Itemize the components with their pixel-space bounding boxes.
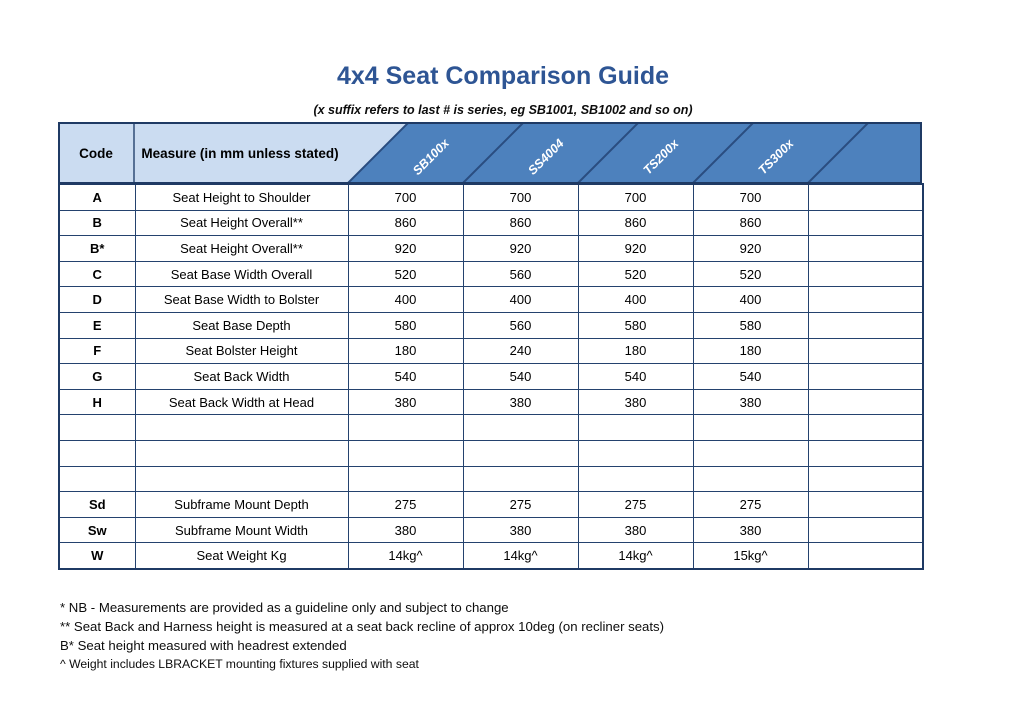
value-cell: [808, 184, 923, 210]
table-row: [59, 261, 923, 287]
value-cell: 380: [463, 389, 578, 415]
value-cell: 275: [348, 492, 463, 518]
value-cell: 860: [693, 210, 808, 236]
value-cell: [463, 466, 578, 492]
value-cell: 920: [693, 236, 808, 262]
value-cell: [808, 364, 923, 390]
code-cell: G: [59, 364, 135, 390]
measure-cell: [135, 415, 348, 441]
value-cell: [578, 466, 693, 492]
series-header-ts300x: TS300x: [755, 136, 797, 178]
value-cell: 860: [578, 210, 693, 236]
measure-cell: [135, 440, 348, 466]
value-cell: 580: [693, 312, 808, 338]
value-cell: [808, 236, 923, 262]
value-cell: 580: [578, 312, 693, 338]
value-cell: 520: [693, 261, 808, 287]
value-cell: [808, 415, 923, 441]
value-cell: 275: [693, 492, 808, 518]
code-cell: B: [59, 210, 135, 236]
code-cell: C: [59, 261, 135, 287]
value-cell: 540: [578, 364, 693, 390]
table-header-row: [58, 122, 922, 184]
value-cell: [808, 210, 923, 236]
value-cell: [808, 492, 923, 518]
footnote-guideline: * NB - Measurements are provided as a guideline only and subject to change: [60, 600, 509, 615]
measure-cell: Seat Base Depth: [135, 312, 348, 338]
table-body: [59, 184, 923, 569]
value-cell: [808, 466, 923, 492]
series-header-sb100x: SB100x: [410, 136, 452, 178]
table-row: [59, 389, 923, 415]
measure-cell: Subframe Mount Depth: [135, 492, 348, 518]
value-cell: 400: [578, 287, 693, 313]
value-cell: [693, 440, 808, 466]
value-cell: 860: [463, 210, 578, 236]
code-cell: B*: [59, 236, 135, 262]
value-cell: 700: [348, 184, 463, 210]
value-cell: 14kg^: [348, 543, 463, 569]
value-cell: 860: [348, 210, 463, 236]
value-cell: [693, 415, 808, 441]
code-cell: F: [59, 338, 135, 364]
measure-cell: Seat Back Width at Head: [135, 389, 348, 415]
value-cell: 380: [693, 517, 808, 543]
value-cell: 540: [693, 364, 808, 390]
series-header-ss4004: SS4004: [525, 136, 567, 178]
value-cell: 180: [578, 338, 693, 364]
value-cell: 580: [348, 312, 463, 338]
value-cell: 380: [463, 517, 578, 543]
value-cell: [808, 543, 923, 569]
value-cell: 920: [348, 236, 463, 262]
value-cell: 540: [348, 364, 463, 390]
table-row: [59, 236, 923, 262]
measure-column-header: Measure (in mm unless stated): [141, 146, 339, 161]
value-cell: 400: [463, 287, 578, 313]
value-cell: 275: [578, 492, 693, 518]
table-row: [59, 415, 923, 441]
value-cell: [808, 517, 923, 543]
footnotes: [60, 598, 664, 674]
value-cell: 400: [693, 287, 808, 313]
value-cell: 380: [693, 389, 808, 415]
table-row: [59, 440, 923, 466]
value-cell: 920: [578, 236, 693, 262]
series-header-ts200x: TS200x: [640, 136, 682, 178]
code-column-header: Code: [79, 146, 113, 161]
table-row: [59, 543, 923, 569]
value-cell: [348, 466, 463, 492]
value-cell: 540: [463, 364, 578, 390]
value-cell: 560: [463, 261, 578, 287]
table-row: [59, 184, 923, 210]
value-cell: 180: [693, 338, 808, 364]
value-cell: 14kg^: [463, 543, 578, 569]
table-row: [59, 210, 923, 236]
footnote-headrest: B* Seat height measured with headrest extended: [60, 638, 347, 653]
code-cell: A: [59, 184, 135, 210]
value-cell: [808, 440, 923, 466]
value-cell: [463, 415, 578, 441]
measure-cell: Seat Height Overall**: [135, 210, 348, 236]
value-cell: 380: [348, 517, 463, 543]
value-cell: 240: [463, 338, 578, 364]
value-cell: 14kg^: [578, 543, 693, 569]
code-cell: Sd: [59, 492, 135, 518]
measure-cell: Seat Bolster Height: [135, 338, 348, 364]
table-row: [59, 517, 923, 543]
value-cell: 920: [463, 236, 578, 262]
measure-cell: Seat Height to Shoulder: [135, 184, 348, 210]
table-row: [59, 287, 923, 313]
table-row: [59, 466, 923, 492]
value-cell: [808, 338, 923, 364]
value-cell: [578, 415, 693, 441]
value-cell: 180: [348, 338, 463, 364]
code-cell: W: [59, 543, 135, 569]
value-cell: 275: [463, 492, 578, 518]
table-row: [59, 338, 923, 364]
code-cell: [59, 415, 135, 441]
value-cell: [348, 440, 463, 466]
measure-cell: Subframe Mount Width: [135, 517, 348, 543]
value-cell: [808, 312, 923, 338]
measure-cell: Seat Height Overall**: [135, 236, 348, 262]
code-cell: E: [59, 312, 135, 338]
value-cell: [578, 440, 693, 466]
value-cell: [808, 389, 923, 415]
table-row: [59, 492, 923, 518]
value-cell: 380: [578, 389, 693, 415]
code-cell: [59, 440, 135, 466]
value-cell: [348, 415, 463, 441]
table-row: [59, 312, 923, 338]
page-subtitle: (x suffix refers to last # is series, eg SB1001, SB1002 and so on): [313, 103, 693, 117]
value-cell: 400: [348, 287, 463, 313]
value-cell: 560: [463, 312, 578, 338]
value-cell: [808, 261, 923, 287]
value-cell: 700: [693, 184, 808, 210]
value-cell: 520: [348, 261, 463, 287]
code-cell: Sw: [59, 517, 135, 543]
value-cell: [693, 466, 808, 492]
comparison-table-body: [58, 183, 924, 570]
page-title: 4x4 Seat Comparison Guide: [336, 62, 670, 90]
value-cell: 700: [463, 184, 578, 210]
measure-cell: Seat Weight Kg: [135, 543, 348, 569]
value-cell: [463, 440, 578, 466]
table-row: [59, 364, 923, 390]
comparison-table: [58, 122, 922, 570]
measure-cell: Seat Base Width to Bolster: [135, 287, 348, 313]
code-cell: D: [59, 287, 135, 313]
value-cell: 15kg^: [693, 543, 808, 569]
code-cell: H: [59, 389, 135, 415]
measure-cell: [135, 466, 348, 492]
value-cell: 520: [578, 261, 693, 287]
footnote-weight: ^ Weight includes LBRACKET mounting fixtures supplied with seat: [60, 657, 419, 671]
measure-cell: Seat Base Width Overall: [135, 261, 348, 287]
measure-cell: Seat Back Width: [135, 364, 348, 390]
value-cell: 700: [578, 184, 693, 210]
value-cell: 380: [578, 517, 693, 543]
value-cell: 380: [348, 389, 463, 415]
code-cell: [59, 466, 135, 492]
footnote-recline: ** Seat Back and Harness height is measured at a seat back recline of approx 10deg (on recliner seats): [60, 619, 665, 634]
value-cell: [808, 287, 923, 313]
